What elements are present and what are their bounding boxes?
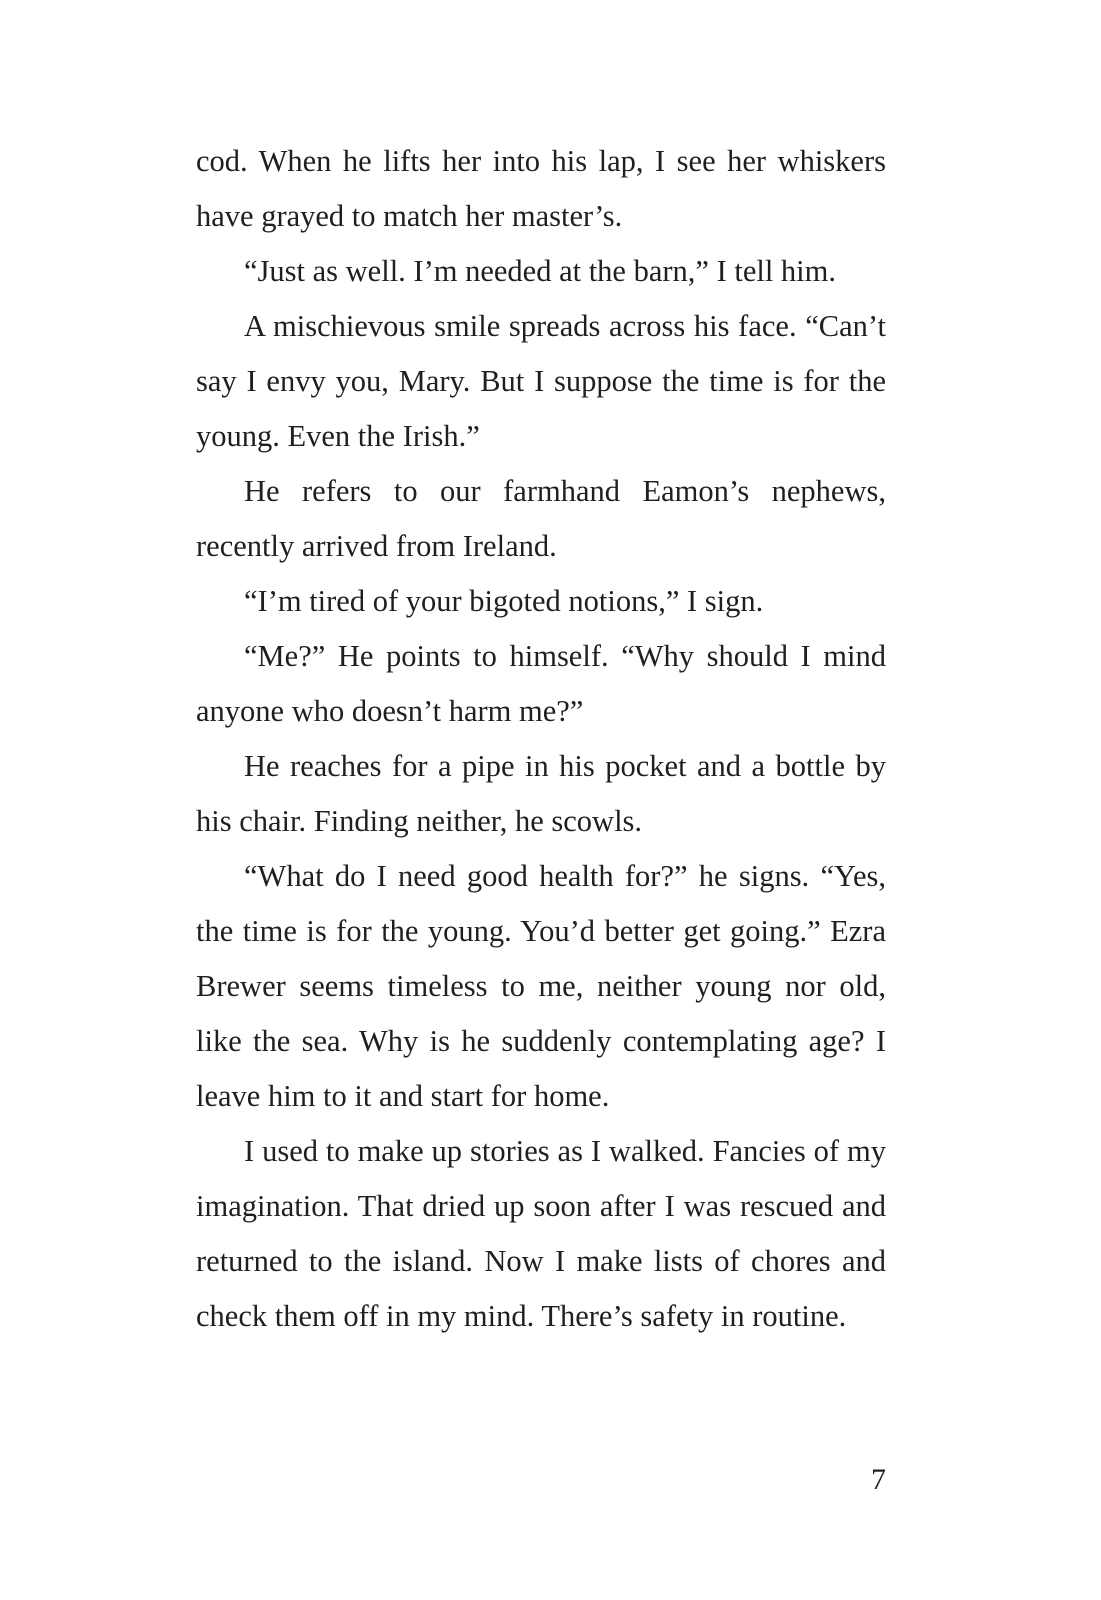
paragraph: He refers to our farmhand Eamon’s nephews, recently arrived from Ireland. [196, 474, 886, 563]
paragraph: A mischievous smile spreads across his face. “Can’t say I envy you, Mary. But I suppose the time is for the young. Even the Irish.” [196, 309, 886, 453]
paragraph: “Me?” He points to himself. “Why should I mind anyone who doesn’t harm me?” [196, 639, 886, 728]
body-text [196, 134, 886, 1344]
paragraph: I used to make up stories as I walked. Fancies of my imagination. That dried up soon after I was rescued and returned to the island. Now I make lists of chores and check them off in my mind. There’s safety in routine. [196, 1134, 886, 1333]
paragraph: cod. When he lifts her into his lap, I see her whiskers have grayed to match her master’s. [196, 144, 886, 233]
paragraph: “I’m tired of your bigoted notions,” I sign. [244, 584, 764, 618]
paragraph: “Just as well. I’m needed at the barn,” I tell him. [244, 254, 837, 288]
paragraph: He reaches for a pipe in his pocket and a bottle by his chair. Finding neither, he scowls. [196, 749, 886, 838]
paragraph: “What do I need good health for?” he signs. “Yes, the time is for the young. You’d better get going.” Ezra Brewer seems timeless to me, neither young nor old, like the sea. Why is he suddenly contemplating age? I leave him to it and start for home. [196, 859, 886, 1113]
page-number: 7 [871, 1463, 886, 1496]
